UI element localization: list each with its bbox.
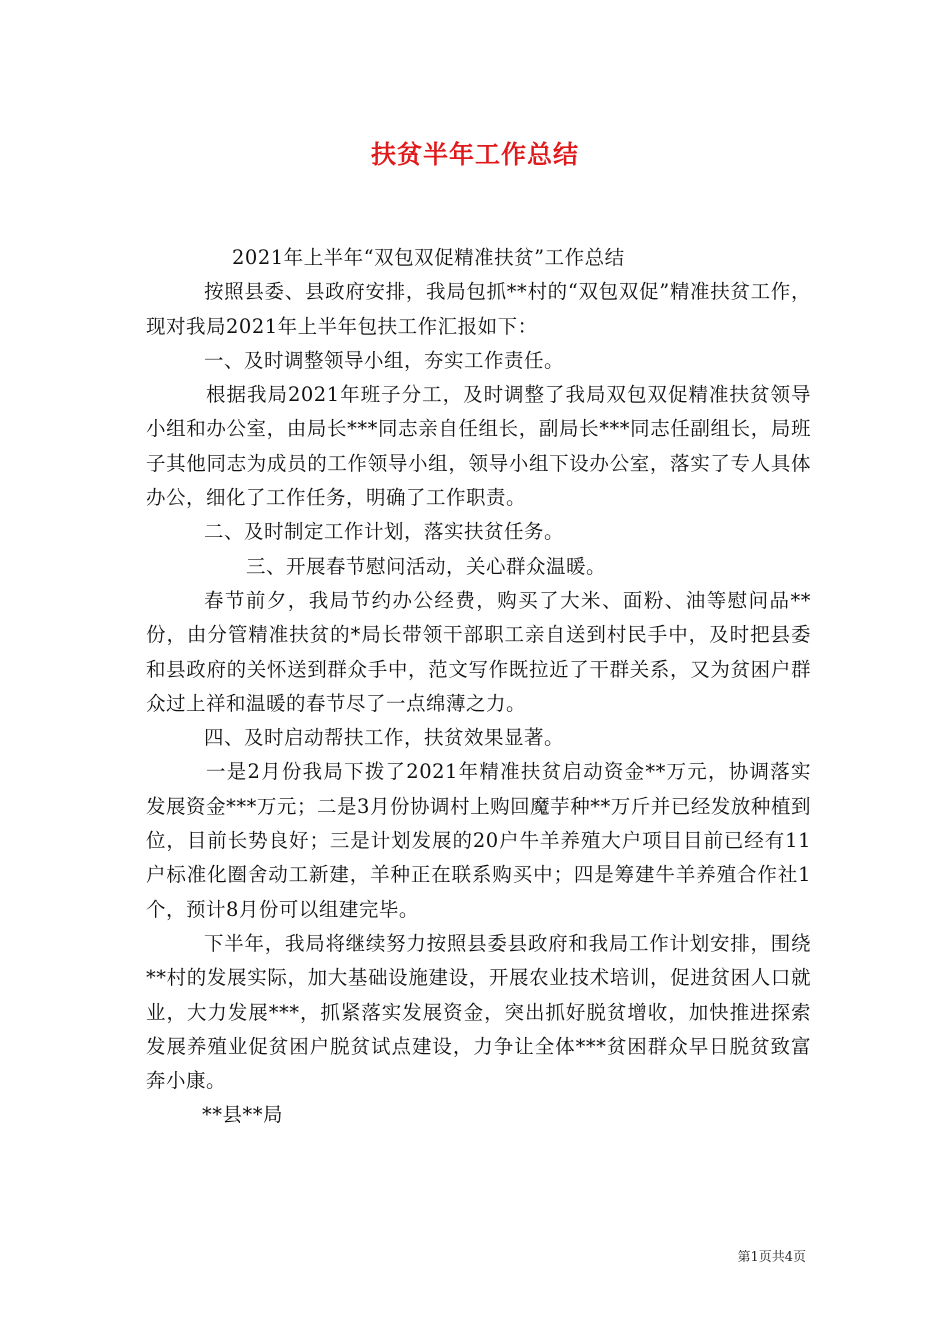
signature: **县**局 bbox=[202, 1103, 284, 1127]
document-title: 扶贫半年工作总结 bbox=[370, 140, 579, 169]
intro-paragraph: 按照县委、县政府安排，我局包抓**村的“双包双促”精准扶贫工作，现对我局2021年上半年包扶工作汇报如下： bbox=[146, 280, 811, 338]
section-heading-3: 三、开展春节慰问活动，关心群众温暖。 bbox=[246, 554, 607, 578]
section-4-paragraph: 一是2月份我局下拨了2021年精准扶贫启动资金**万元，协调落实发展资金***万元；二是3月份协调村上购回魔芋种**万斤并已经发放种植到位，目前长势良好；三是计划发展的20户牛羊养殖大户项目目前已经有11户标准化圈舍动工新建，羊种正在联系购买中；四是筹建牛羊养殖合作社1个，预计8月份可以组建完毕。 bbox=[146, 760, 811, 921]
section-1-paragraph: 根据我局2021年班子分工，及时调整了我局双包双促精准扶贫领导小组和办公室，由局长***同志亲自任组长，副局长***同志任副组长，局班子其他同志为成员的工作领导小组，领导小组下设办公室，落实了专人具体办公，细化了工作任务，明确了工作职责。 bbox=[146, 383, 811, 510]
section-heading-4: 四、及时启动帮扶工作，扶贫效果显著。 bbox=[204, 726, 565, 750]
section-heading-1: 一、及时调整领导小组，夯实工作责任。 bbox=[204, 348, 565, 372]
page-number-footer: 第1页共4页 bbox=[737, 1250, 806, 1265]
document-body bbox=[146, 241, 811, 1133]
section-heading-2: 二、及时制定工作计划，落实扶贫任务。 bbox=[204, 520, 565, 544]
closing-paragraph: 下半年，我局将继续努力按照县委县政府和我局工作计划安排，围绕**村的发展实际，加大基础设施建设，开展农业技术培训，促进贫困人口就业，大力发展***，抓紧落实发展资金，突出抓好脱贫增收，加快推进探索发展养殖业促贫困户脱贫试点建设，力争让全体***贫困群众早日脱贫致富奔小康。 bbox=[146, 931, 811, 1093]
section-3-paragraph: 春节前夕，我局节约办公经费，购买了大米、面粉、油等慰问品**份，由分管精准扶贫的*局长带领干部职工亲自送到村民手中，及时把县委和县政府的关怀送到群众手中，范文写作既拉近了干群关系，又为贫困户群众过上祥和温暖的春节尽了一点绵薄之力。 bbox=[146, 588, 811, 715]
document-subtitle: 2021年上半年“双包双促精准扶贫”工作总结 bbox=[232, 246, 625, 269]
